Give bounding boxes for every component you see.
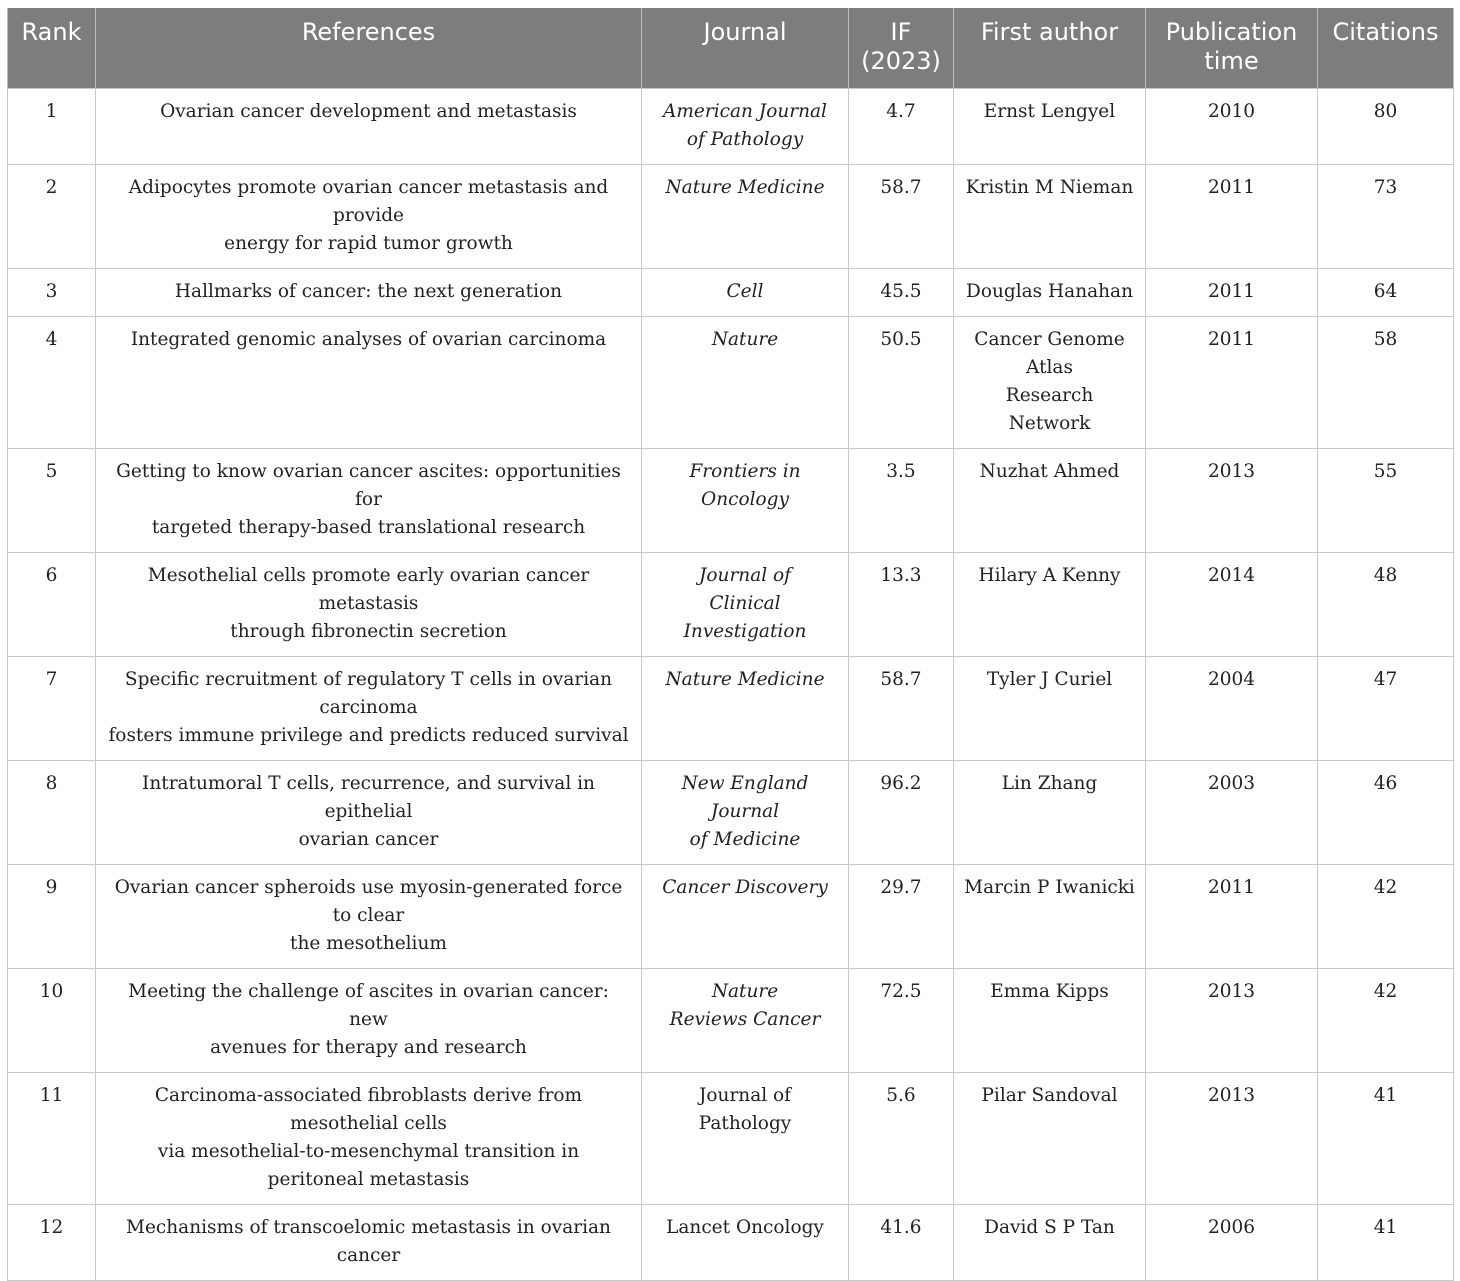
rank-cell: 10 [8, 969, 96, 1073]
journal-line: Nature Medicine [665, 177, 825, 198]
author-line: Lin Zhang [1001, 773, 1098, 794]
journal-cell [642, 269, 849, 317]
reference-line: fosters immune privilege and predicts reduced survival [108, 725, 629, 746]
impact-factor-cell: 96.2 [849, 761, 954, 865]
table-row [8, 969, 1454, 1073]
citations-cell: 58 [1318, 317, 1454, 449]
header-impact-factor [849, 8, 954, 89]
citations-cell: 80 [1318, 89, 1454, 165]
reference-cell [96, 969, 642, 1073]
journal-line: New England Journal [681, 773, 809, 822]
author-line: Douglas Hanahan [965, 281, 1133, 302]
reference-line: ovarian cancer [298, 829, 439, 850]
reference-cell [96, 317, 642, 449]
reference-line: Ovarian cancer spheroids use myosin-generated force to clear [114, 877, 623, 926]
citations-cell: 42 [1318, 865, 1454, 969]
rank-cell: 8 [8, 761, 96, 865]
header-references: References [96, 8, 642, 89]
journal-cell [642, 969, 849, 1073]
journal-cell [642, 657, 849, 761]
rank-cell: 3 [8, 269, 96, 317]
journal-line: Nature [711, 981, 779, 1002]
publication-year-cell: 2010 [1146, 89, 1318, 165]
first-author-cell [954, 449, 1146, 553]
table-row [8, 553, 1454, 657]
publication-year-cell: 2013 [1146, 449, 1318, 553]
citations-cell: 64 [1318, 269, 1454, 317]
journal-cell [642, 449, 849, 553]
header-if-line1: IF [890, 18, 912, 46]
impact-factor-cell: 13.3 [849, 553, 954, 657]
impact-factor-cell: 4.7 [849, 89, 954, 165]
table-row [8, 865, 1454, 969]
author-line: Emma Kipps [990, 981, 1109, 1002]
journal-cell [642, 761, 849, 865]
rank-cell: 2 [8, 165, 96, 269]
table-row [8, 89, 1454, 165]
journal-line: Nature Medicine [665, 669, 825, 690]
publication-year-cell: 2011 [1146, 165, 1318, 269]
impact-factor-cell: 50.5 [849, 317, 954, 449]
journal-cell [642, 553, 849, 657]
author-line: Nuzhat Ahmed [979, 461, 1120, 482]
publication-year-cell: 2013 [1146, 969, 1318, 1073]
first-author-cell [954, 553, 1146, 657]
header-pub-line2: time [1204, 47, 1259, 75]
journal-line: Journal of Pathology [698, 1085, 792, 1134]
reference-line: the mesothelium [290, 933, 447, 954]
reference-line: avenues for therapy and research [210, 1037, 527, 1058]
first-author-cell [954, 317, 1146, 449]
journal-cell [642, 165, 849, 269]
reference-line: Adipocytes promote ovarian cancer metastasis and provide [128, 177, 609, 226]
author-line: David S P Tan [984, 1217, 1115, 1238]
author-line: Atlas [1026, 357, 1073, 378]
reference-line: Carcinoma-associated fibroblasts derive from mesothelial cells [154, 1085, 583, 1134]
header-if-line2: (2023) [861, 47, 941, 75]
table-row [8, 269, 1454, 317]
author-line: Pilar Sandoval [981, 1085, 1118, 1106]
citations-cell: 42 [1318, 969, 1454, 1073]
reference-line: via mesothelial-to-mesenchymal transition in [157, 1141, 580, 1162]
table-row [8, 449, 1454, 553]
first-author-cell [954, 761, 1146, 865]
citations-cell: 47 [1318, 657, 1454, 761]
journal-line: Journal of [698, 565, 792, 586]
reference-cell [96, 165, 642, 269]
reference-cell [96, 1073, 642, 1205]
first-author-cell [954, 865, 1146, 969]
impact-factor-cell: 58.7 [849, 657, 954, 761]
header-pub-line1: Publication [1165, 18, 1298, 46]
publication-year-cell: 2014 [1146, 553, 1318, 657]
citations-cell: 55 [1318, 449, 1454, 553]
impact-factor-cell: 58.7 [849, 165, 954, 269]
journal-line: American Journal [663, 101, 827, 122]
first-author-cell [954, 969, 1146, 1073]
reference-line: Mechanisms of transcoelomic metastasis in ovarian cancer [126, 1217, 611, 1266]
author-line: Hilary A Kenny [978, 565, 1121, 586]
first-author-cell [954, 657, 1146, 761]
publication-year-cell: 2006 [1146, 1205, 1318, 1281]
rank-cell: 4 [8, 317, 96, 449]
table-row [8, 1205, 1454, 1281]
reference-cell [96, 865, 642, 969]
reference-line: peritoneal metastasis [267, 1169, 470, 1190]
author-line: Marcin P Iwanicki [964, 877, 1135, 898]
impact-factor-cell: 41.6 [849, 1205, 954, 1281]
reference-line: Getting to know ovarian cancer ascites: opportunities for [116, 461, 621, 510]
publication-year-cell: 2003 [1146, 761, 1318, 865]
journal-line: Reviews Cancer [669, 1009, 821, 1030]
impact-factor-cell: 72.5 [849, 969, 954, 1073]
first-author-cell [954, 165, 1146, 269]
journal-line: Nature [711, 329, 779, 350]
publication-year-cell: 2011 [1146, 317, 1318, 449]
first-author-cell [954, 89, 1146, 165]
table-row [8, 1073, 1454, 1205]
first-author-cell [954, 1205, 1146, 1281]
reference-cell [96, 1205, 642, 1281]
header-citations: Citations [1318, 8, 1454, 89]
header-publication-time [1146, 8, 1318, 89]
table-header [8, 8, 1454, 89]
impact-factor-cell: 3.5 [849, 449, 954, 553]
author-line: Cancer Genome [974, 329, 1125, 350]
citations-cell: 48 [1318, 553, 1454, 657]
journal-line: Cancer Discovery [662, 877, 828, 898]
reference-cell [96, 553, 642, 657]
publication-year-cell: 2013 [1146, 1073, 1318, 1205]
table-row [8, 317, 1454, 449]
author-line: Tyler J Curiel [986, 669, 1113, 690]
journal-line: Clinical Investigation [683, 593, 807, 642]
journal-cell [642, 865, 849, 969]
journal-line: Cell [726, 281, 764, 302]
publication-year-cell: 2011 [1146, 269, 1318, 317]
citations-cell: 46 [1318, 761, 1454, 865]
reference-line: Meeting the challenge of ascites in ovarian cancer: new [128, 981, 609, 1030]
citations-cell: 41 [1318, 1073, 1454, 1205]
reference-line: Mesothelial cells promote early ovarian cancer metastasis [147, 565, 590, 614]
reference-line: targeted therapy-based translational research [151, 517, 586, 538]
reference-line: Specific recruitment of regulatory T cells in ovarian carcinoma [124, 669, 613, 718]
reference-line: Ovarian cancer development and metastasis [160, 101, 577, 122]
journal-line: of Medicine [689, 829, 801, 850]
rank-cell: 7 [8, 657, 96, 761]
reference-line: through fibronectin secretion [230, 621, 507, 642]
references-table [7, 8, 1454, 1281]
table-body [8, 89, 1454, 1281]
author-line: Research Network [1005, 385, 1094, 434]
rank-cell: 9 [8, 865, 96, 969]
table-row [8, 761, 1454, 865]
journal-line: Frontiers in Oncology [689, 461, 801, 510]
citations-cell: 41 [1318, 1205, 1454, 1281]
journal-line: Lancet Oncology [666, 1217, 824, 1238]
impact-factor-cell: 29.7 [849, 865, 954, 969]
journal-cell [642, 89, 849, 165]
rank-cell: 11 [8, 1073, 96, 1205]
author-line: Ernst Lengyel [983, 101, 1116, 122]
header-journal: Journal [642, 8, 849, 89]
rank-cell: 6 [8, 553, 96, 657]
author-line: Kristin M Nieman [965, 177, 1134, 198]
reference-cell [96, 761, 642, 865]
rank-cell: 1 [8, 89, 96, 165]
reference-cell [96, 657, 642, 761]
reference-line: Intratumoral T cells, recurrence, and survival in epithelial [142, 773, 595, 822]
citations-cell: 73 [1318, 165, 1454, 269]
table-row [8, 657, 1454, 761]
journal-cell [642, 1073, 849, 1205]
journal-cell [642, 317, 849, 449]
reference-cell [96, 89, 642, 165]
header-rank: Rank [8, 8, 96, 89]
reference-cell [96, 449, 642, 553]
first-author-cell [954, 1073, 1146, 1205]
reference-line: Hallmarks of cancer: the next generation [174, 281, 563, 302]
journal-cell [642, 1205, 849, 1281]
publication-year-cell: 2011 [1146, 865, 1318, 969]
reference-cell [96, 269, 642, 317]
first-author-cell [954, 269, 1146, 317]
reference-line: Integrated genomic analyses of ovarian carcinoma [130, 329, 607, 350]
publication-year-cell: 2004 [1146, 657, 1318, 761]
impact-factor-cell: 5.6 [849, 1073, 954, 1205]
journal-line: of Pathology [686, 129, 804, 150]
reference-line: energy for rapid tumor growth [224, 233, 513, 254]
rank-cell: 12 [8, 1205, 96, 1281]
header-first-author: First author [954, 8, 1146, 89]
table-row [8, 165, 1454, 269]
impact-factor-cell: 45.5 [849, 269, 954, 317]
rank-cell: 5 [8, 449, 96, 553]
